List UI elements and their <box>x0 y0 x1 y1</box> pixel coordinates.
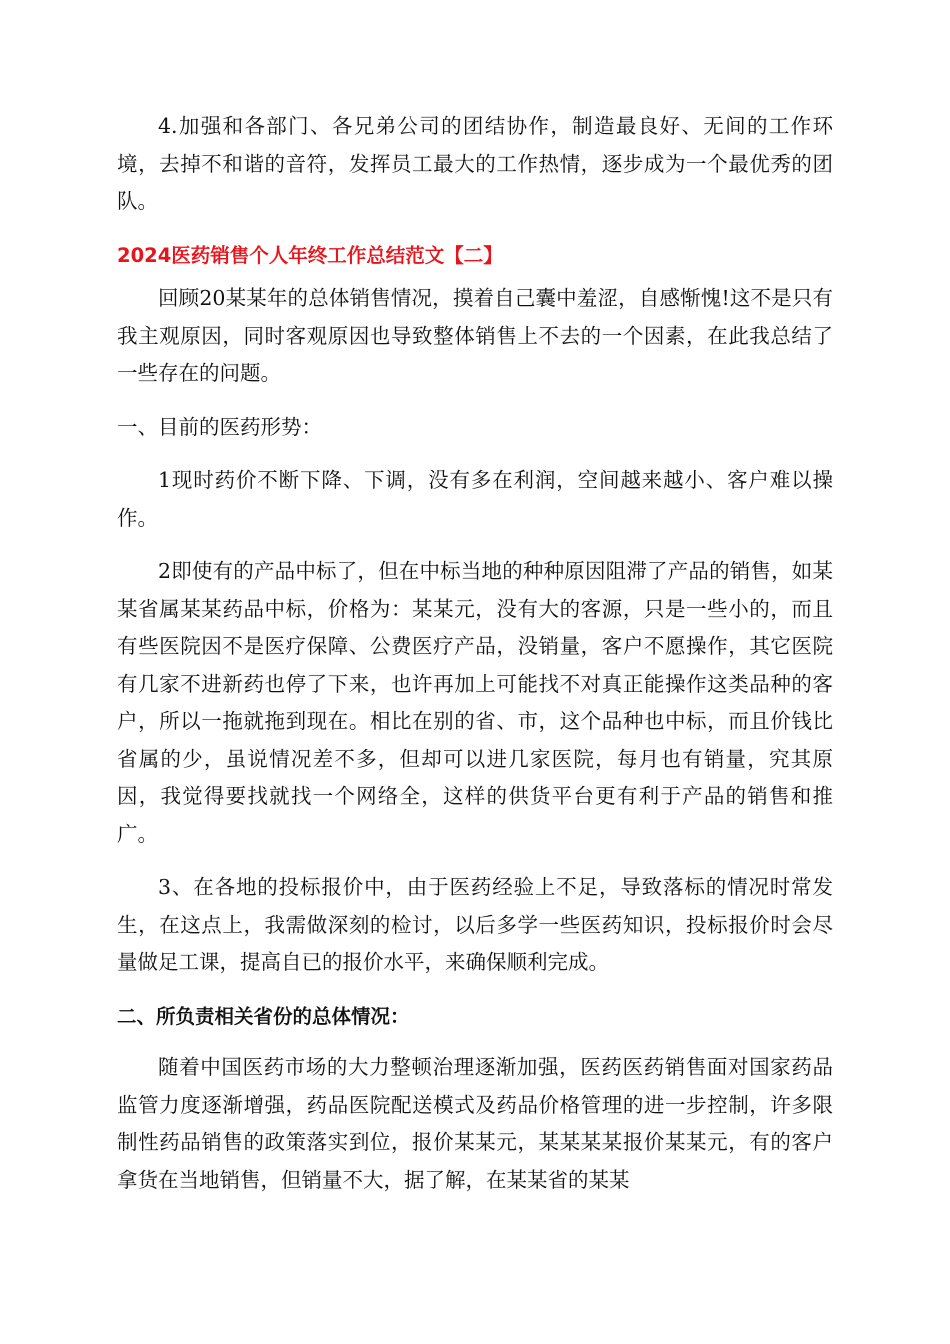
section-heading-two: 2024医药销售个人年终工作总结范文【二】 <box>117 243 503 267</box>
subheading-provinces: 二、所负责相关省份的总体情况： <box>117 1004 410 1028</box>
paragraph-point-3: 3、在各地的投标报价中，由于医药经验上不足，导致落标的情况时常发生，在这点上，我需做深刻的检讨，以后多学一些医药知识，投标报价时会尽量做足工课，提高自已的报价水平，来确保顺利完成。 <box>117 875 833 974</box>
document-body <box>117 108 833 1199</box>
paragraph-point-1: 1现时药价不断下降、下调，没有多在利润，空间越来越小、客户难以操作。 <box>117 468 833 530</box>
subheading-current-situation: 一、目前的医药形势： <box>117 414 322 439</box>
paragraph-review: 回顾20某某年的总体销售情况，摸着自己囊中羞涩，自感惭愧!这不是只有我主观原因，同时客观原因也导致整体销售上不去的一个因素，在此我总结了一些存在的问题。 <box>117 286 833 385</box>
paragraph-provinces-overview: 随着中国医药市场的大力整顿治理逐渐加强，医药医药销售面对国家药品监管力度逐渐增强，药品医院配送模式及药品价格管理的进一步控制，许多限制性药品销售的政策落实到位，报价某某元，某某某某报价某某元，有的客户拿货在当地销售，但销量不大，据了解，在某某省的某某 <box>117 1055 833 1192</box>
paragraph-point-2: 2即使有的产品中标了，但在中标当地的种种原因阻滞了产品的销售，如某某省属某某药品中标，价格为：某某元，没有大的客源，只是一些小的，而且有些医院因不是医疗保障、公费医疗产品，没销量，客户不愿操作，其它医院有几家不进新药也停了下来，也许再加上可能找不对真正能操作这类品种的客户，所以一拖就拖到现在。相比在别的省、市，这个品种也中标，而且价钱比省属的少，虽说情况差不多，但却可以进几家医院，每月也有销量，究其原因，我觉得要找就找一个网络全，这样的供货平台更有利于产品的销售和推广。 <box>117 559 833 846</box>
paragraph-item-4: 4.加强和各部门、各兄弟公司的团结协作，制造最良好、无间的工作环境，去掉不和谐的音符，发挥员工最大的工作热情，逐步成为一个最优秀的团队。 <box>117 114 833 213</box>
